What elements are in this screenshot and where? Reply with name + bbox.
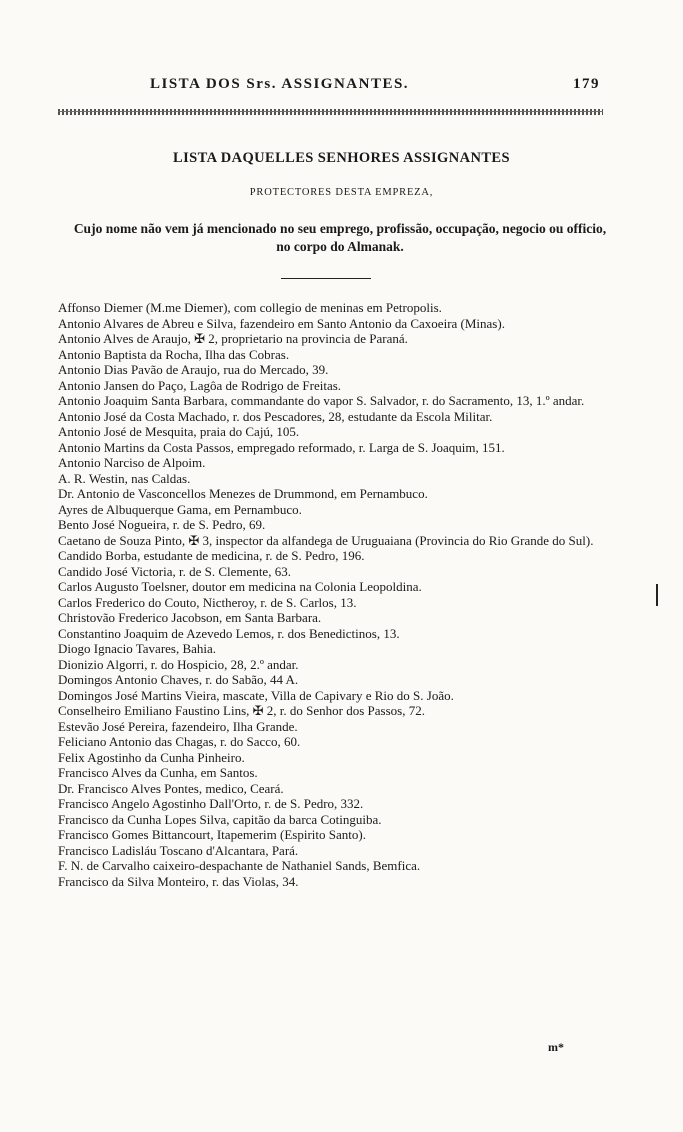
list-item: Felix Agostinho da Cunha Pinheiro. bbox=[58, 749, 245, 765]
list-item: F. N. de Carvalho caixeiro-despachante de Nathaniel Sands, Bemfica. bbox=[58, 858, 421, 873]
decorative-rule bbox=[58, 109, 603, 115]
list-item: Ayres de Albuquerque Gama, em Pernambuco. bbox=[58, 501, 302, 517]
list-item: Domingos Antonio Chaves, r. do Sabão, 44 A. bbox=[58, 672, 299, 687]
list-item: Francisco Gomes Bittancourt, Itapemerim (Espirito Santo). bbox=[58, 827, 366, 842]
list-item: Candido José Victoria, r. de S. Clemente, 63. bbox=[58, 563, 291, 579]
list-item: Diogo Ignacio Tavares, Bahia. bbox=[58, 641, 217, 656]
list-item: Francisco Alves da Cunha, em Santos. bbox=[58, 765, 258, 780]
subscriber-list bbox=[58, 300, 618, 889]
margin-mark bbox=[656, 584, 658, 606]
list-item: Christovão Frederico Jacobson, em Santa Barbara. bbox=[58, 610, 322, 625]
list-item: Feliciano Antonio das Chagas, r. do Sacco, 60. bbox=[58, 734, 301, 749]
list-item: Estevão José Pereira, fazendeiro, Ilha Grande. bbox=[58, 718, 298, 734]
list-item: Carlos Augusto Toelsner, doutor em medicina na Colonia Leopoldina. bbox=[58, 579, 422, 594]
list-item: Antonio Baptista da Rocha, Ilha das Cobras. bbox=[58, 346, 290, 362]
list-item: Antonio Alvares de Abreu e Silva, fazendeiro em Santo Antonio da Caxoeira (Minas). bbox=[58, 315, 505, 331]
section-intro: Cujo nome não vem já mencionado no seu emprego, profissão, occupação, negocio ou officio, no corpo do Almanak. bbox=[73, 221, 607, 254]
page-number: 179 bbox=[573, 76, 600, 92]
list-item: Bento José Nogueira, r. de S. Pedro, 69. bbox=[58, 517, 266, 532]
list-item: Conselheiro Emiliano Faustino Lins, ✠ 2, r. do Senhor dos Passos, 72. bbox=[58, 703, 425, 718]
list-item: Carlos Frederico do Couto, Nictheroy, r. de S. Carlos, 13. bbox=[58, 594, 357, 610]
list-item: Antonio José de Mesquita, praia do Cajú, 105. bbox=[58, 424, 300, 439]
list-item: Francisco da Silva Monteiro, r. das Violas, 34. bbox=[58, 873, 299, 889]
separator-rule bbox=[281, 278, 371, 279]
list-item: Antonio Joaquim Santa Barbara, commandante do vapor S. Salvador, r. do Sacramento, 13, 1.º andar. bbox=[58, 393, 585, 408]
list-item: Candido Borba, estudante de medicina, r. de S. Pedro, 196. bbox=[58, 548, 365, 563]
running-head bbox=[140, 76, 600, 98]
list-item: Francisco Ladisláu Toscano d'Alcantara, Pará. bbox=[58, 842, 299, 858]
list-item: Antonio Narciso de Alpoim. bbox=[58, 455, 206, 470]
list-item: Dr. Antonio de Vasconcellos Menezes de Drummond, em Pernambuco. bbox=[58, 486, 428, 501]
list-item: Antonio Jansen do Paço, Lagôa de Rodrigo de Freitas. bbox=[58, 377, 342, 393]
section-subtitle: PROTECTORES DESTA EMPREZA, bbox=[249, 187, 434, 198]
list-item: Affonso Diemer (M.me Diemer), com collegio de meninas em Petropolis. bbox=[58, 300, 442, 315]
list-item: Francisco da Cunha Lopes Silva, capitão da barca Cotinguiba. bbox=[58, 811, 382, 827]
list-item: Antonio Dias Pavão de Araujo, rua do Mercado, 39. bbox=[58, 362, 329, 377]
list-item: Antonio Martins da Costa Passos, empregado reformado, r. Larga de S. Joaquim, 151. bbox=[58, 439, 505, 455]
list-item: Constantino Joaquim de Azevedo Lemos, r. dos Benedictinos, 13. bbox=[58, 625, 400, 641]
list-item: Caetano de Souza Pinto, ✠ 3, inspector da alfandega de Uruguaiana (Provincia do Rio Grande do Sul). bbox=[58, 532, 594, 548]
list-item: Domingos José Martins Vieira, mascate, Villa de Capivary e Rio do S. João. bbox=[58, 687, 454, 703]
list-item: Dionizio Algorri, r. do Hospicio, 28, 2.º andar. bbox=[58, 656, 299, 672]
list-item: A. R. Westin, nas Caldas. bbox=[58, 470, 191, 486]
running-head-title: LISTA DOS Srs. ASSIGNANTES. bbox=[150, 76, 410, 92]
list-item: Antonio Alves de Araujo, ✠ 2, proprietario na provincia de Paraná. bbox=[58, 331, 408, 346]
list-item: Dr. Francisco Alves Pontes, medico, Ceará. bbox=[58, 780, 284, 796]
list-item: Antonio José da Costa Machado, r. dos Pescadores, 28, estudante da Escola Militar. bbox=[58, 408, 493, 424]
signature-mark: m* bbox=[548, 1040, 564, 1054]
list-item: Francisco Angelo Agostinho Dall'Orto, r. de S. Pedro, 332. bbox=[58, 796, 364, 811]
section-title: LISTA DAQUELLES SENHORES ASSIGNANTES bbox=[173, 150, 510, 166]
